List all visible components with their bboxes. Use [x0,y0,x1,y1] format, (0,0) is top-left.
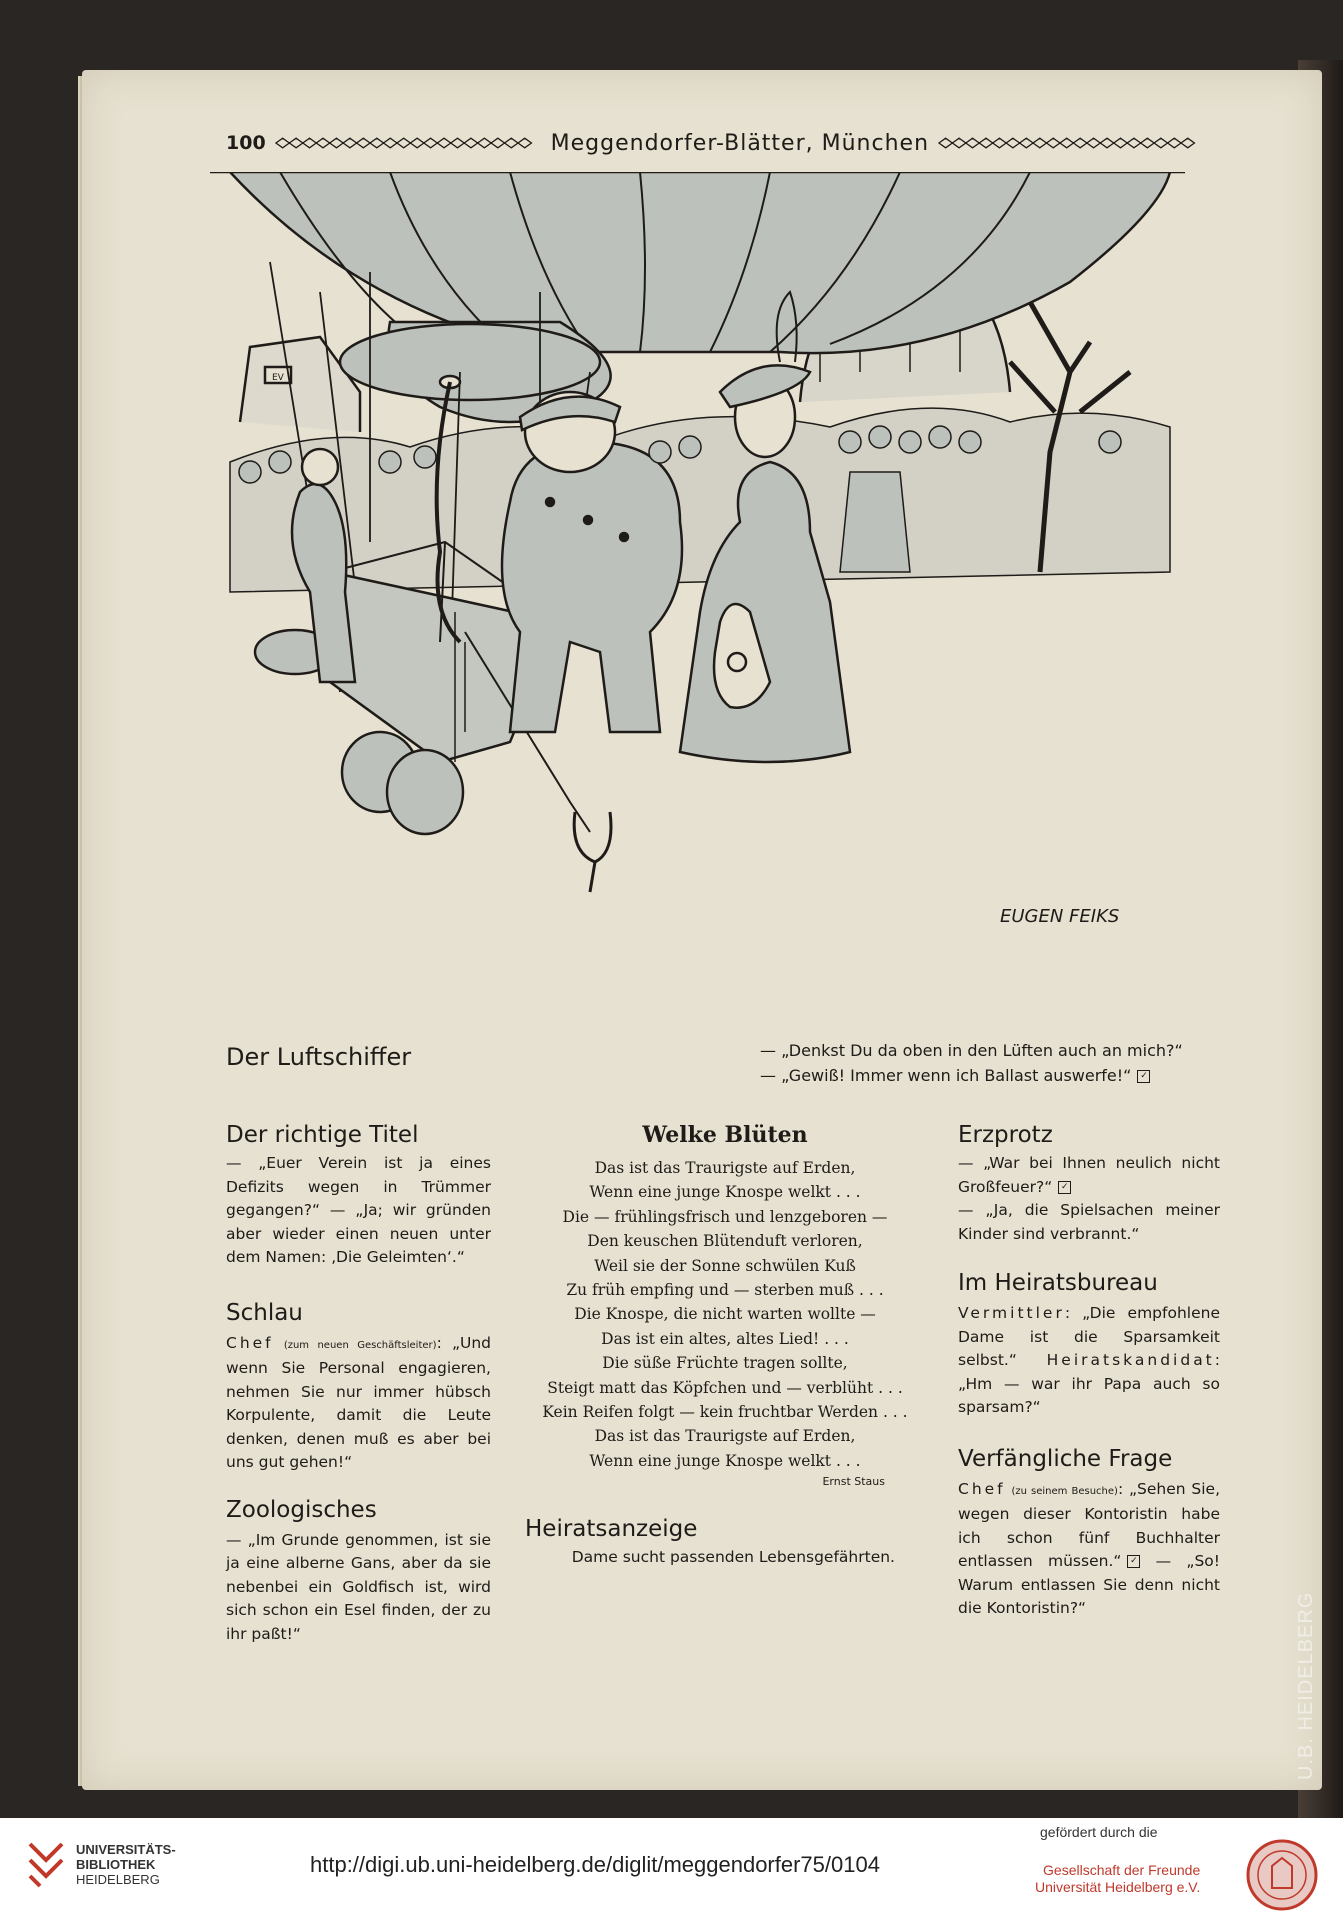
speaker-note: (zu seinem Besuche) [1011,1485,1118,1497]
article-text: — „Im Grunde genommen, ist sie ja eine alberne Gans, aber da sie nebenbei ein Goldfisch ist, wird sich schon ein Esel finden, der zu ihr paßt!“ [226,1530,491,1643]
checkbox-mark-icon: ✓ [1058,1181,1071,1194]
ornament-right [937,136,1206,150]
poem-line: Die — frühlingsfrisch und lenzgeboren — [562,1207,888,1226]
article-title: Verfängliche Frage [958,1445,1173,1472]
dialogue-line-2 [760,1063,1200,1088]
society-name-line: Gesellschaft der Freunde [1043,1862,1201,1878]
poem-line: Zu früh empfing und — sterben muß . . . [566,1281,884,1300]
poem-title: Welke Blüten [642,1122,808,1148]
sidebar-library-label: U.B. HEIDELBERG [1295,1591,1317,1780]
article-text: — „Euer Verein ist ja eines Defizits wegen in Trümmer gegangen?“ — „Ja; wir gründen aber wieder einen neuen unter dem Namen: ‚Die Geleimten‘.“ [226,1154,491,1266]
dialogue-line-2-text: — „Gewiß! Immer wenn ich Ballast auswerfe!“ [760,1066,1132,1085]
speaker-label: Chef [958,1479,1006,1498]
poem-line: Das ist das Traurigste auf Erden, [594,1427,856,1446]
article-text-body: : „Die empfohlene Dame ist die Sparsamkeit selbst.“ [958,1304,1220,1369]
poem-line: Den keuschen Blütenduft verloren, [587,1232,863,1251]
page-number: 100 [226,132,266,154]
article-text-body: : „Sehen Sie, wegen dieser Kontoristin habe ich schon fünf Buchhalter entlassen müssen.“ [958,1479,1220,1570]
column-middle [525,1122,925,1570]
library-name [76,1842,176,1887]
society-name-line: Universität Heidelberg e.V. [1035,1879,1201,1895]
article-title: Schlau [226,1299,303,1326]
article-title: Heiratsanzeige [525,1516,698,1543]
article-title: Erzprotz [958,1122,1053,1148]
dialogue-line-1: — „Denkst Du da oben in den Lüften auch an mich?“ [760,1041,1183,1060]
article-text-body: — „War bei Ihnen neulich nicht Großfeuer?“ [958,1154,1220,1196]
cartoon-title: Der Luftschiffer [226,1043,412,1071]
article-text-body: : „Und wenn Sie Personal engagieren, nehmen Sie nur immer hübsch Korpulente, damit die Leute denken, denen muß es aber bei uns gut gehen!“ [226,1333,491,1471]
article-title: Zoologisches [226,1496,377,1523]
magazine-title: Meggendorfer-Blätter, München [550,130,930,156]
poem-line: Wenn eine junge Knospe welkt . . . [589,1183,861,1202]
ub-logo-icon [26,1838,66,1888]
article-text: Dame sucht passenden Lebensgefährten. [571,1548,895,1567]
article-text [958,1302,1220,1420]
university-seal-icon [1242,1838,1322,1912]
speaker-label: Chef [226,1333,274,1352]
funded-by-label: gefördert durch die [1040,1824,1158,1840]
checkbox-mark-icon: ✓ [1127,1555,1140,1568]
library-name-line: HEIDELBERG [76,1872,160,1887]
permalink-url[interactable]: http://digi.ub.uni-heidelberg.de/diglit/meggendorfer75/0104 [310,1852,880,1877]
poem-line: Die süße Früchte tragen sollte, [602,1354,848,1373]
speaker-label: Vermittler [958,1304,1065,1322]
article-text: — „Ja, die Spielsachen meiner Kinder sind verbrannt.“ [958,1201,1220,1243]
article-text-body: — „So! Warum entlassen Sie denn nicht die Kontoristin?“ [958,1552,1220,1617]
article-text [958,1478,1220,1621]
poem-line: Das ist das Traurigste auf Erden, [594,1159,856,1177]
article-text [226,1332,491,1475]
library-name-line: BIBLIOTHEK [76,1857,156,1872]
article-text-body: : „Hm — war ihr Papa auch so sparsam?“ [958,1351,1220,1416]
society-name [1035,1862,1200,1896]
poem-author: Ernst Staus [822,1475,885,1489]
poem-line: Wenn eine junge Knospe welkt . . . [589,1451,861,1470]
speaker-note: (zum neuen Geschäftsleiter) [283,1339,437,1351]
poem-line: Die Knospe, die nicht warten wollte — [574,1305,876,1324]
poem-line: Steigt matt das Köpfchen und — verblüht . . . [547,1378,903,1397]
article-title: Der richtige Titel [226,1122,419,1148]
poem-line: Kein Reifen folgt — kein fruchtbar Werden . . . [542,1403,908,1422]
article-title: Im Heiratsbureau [958,1270,1158,1296]
footer-bar [0,1818,1343,1914]
library-name-line: UNIVERSITÄTS- [76,1842,176,1857]
basket-label: EV [272,373,284,383]
speaker-label: Heiratskandidat [1046,1351,1215,1369]
poem-line: Weil sie der Sonne schwülen Kuß [594,1256,856,1275]
ornament-left [274,136,543,150]
checkbox-mark-icon: ✓ [1137,1070,1150,1083]
balloon-illustration [210,172,1185,1012]
column-right [958,1122,1220,1621]
artist-signature: EUGEN FEIKS [1000,906,1120,927]
column-left [226,1122,491,1646]
article-text [958,1152,1220,1199]
poem-line: Das ist ein altes, altes Lied! . . . [601,1329,849,1348]
page-header [226,128,1206,158]
cartoon-dialogue [760,1038,1200,1088]
